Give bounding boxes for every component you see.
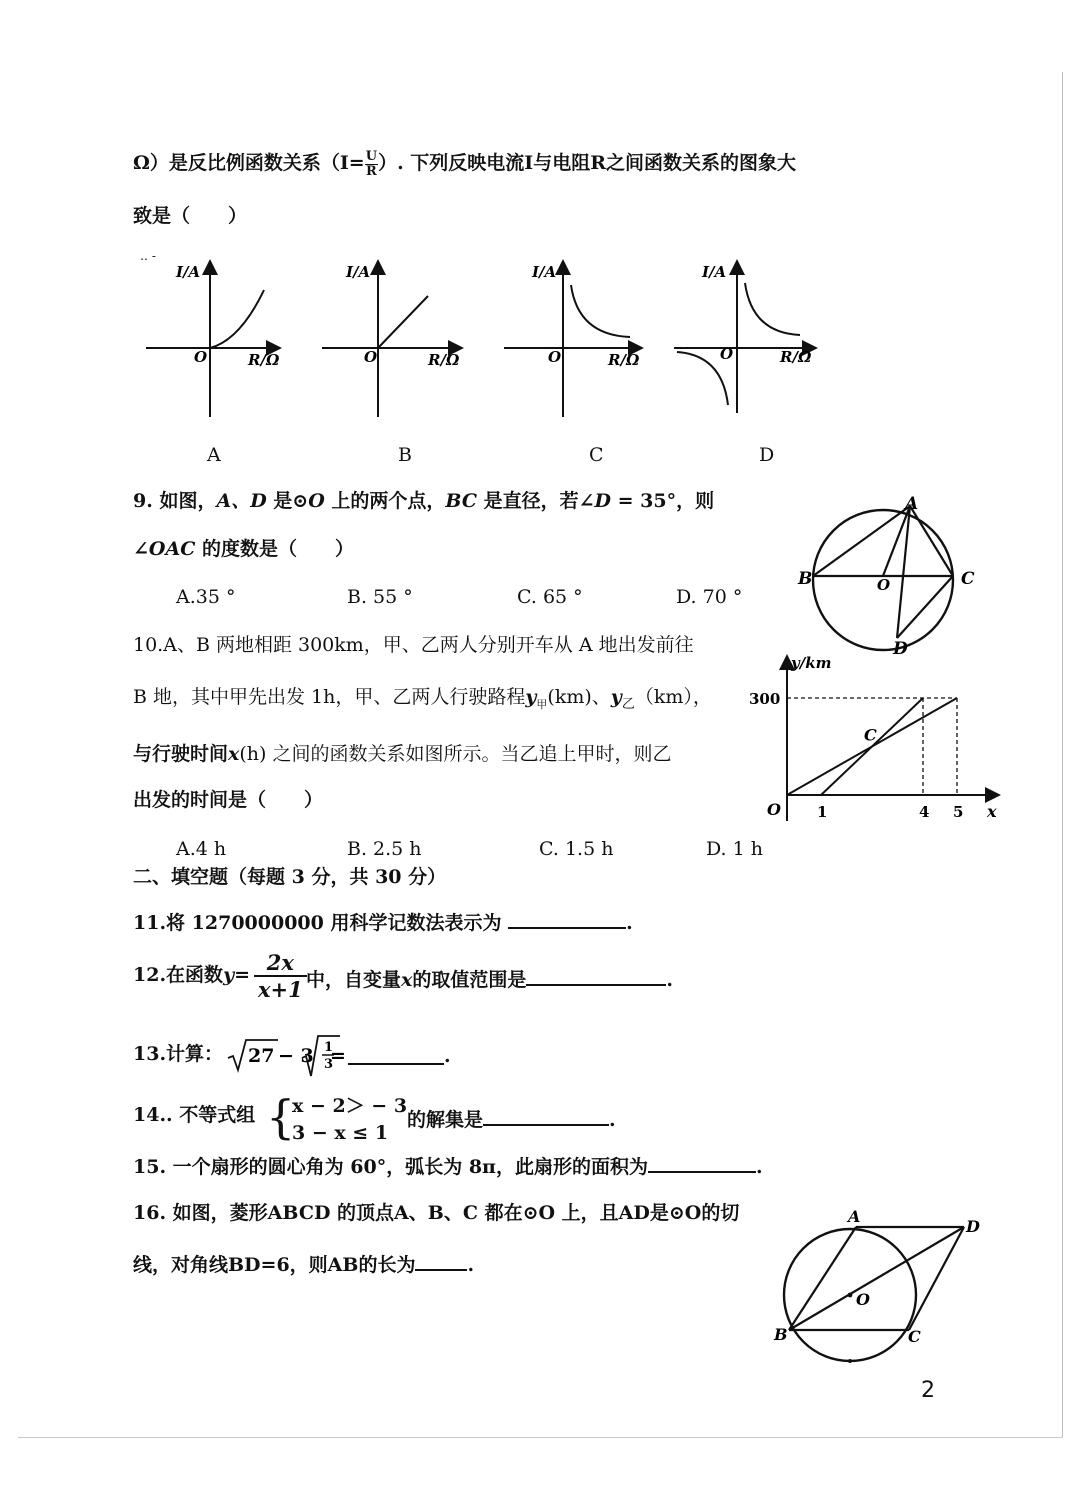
point-d-label: D: [893, 639, 908, 659]
q11: 11.将 1270000000 用科学记数法表示为 .: [133, 909, 633, 933]
q12-fraction: $\frac{2x}{x+1}$: [254, 950, 307, 1002]
q14-pre: 14.. 不等式组: [133, 1104, 256, 1126]
center-o-label: O: [877, 576, 891, 594]
graph-c: [504, 263, 640, 417]
y-axis-label: I/A: [702, 263, 727, 281]
q8-option-a: A: [207, 444, 221, 466]
q14-answer-blank[interactable]: [483, 1106, 609, 1126]
q12: 12.在函数y=: [133, 964, 251, 986]
chart-x-tick-4: 4: [919, 803, 930, 821]
x-axis-label: R/Ω: [428, 351, 460, 369]
y-axis-label: I/A: [532, 263, 557, 281]
origin-label: O: [194, 348, 208, 366]
frac-num: 1: [324, 1040, 334, 1055]
chart-series-line-2: [821, 698, 923, 795]
q9-option-d: D. 70 °: [676, 586, 743, 608]
q8-option-b: B: [398, 444, 412, 466]
q16-answer-blank[interactable]: [415, 1251, 467, 1271]
ohm-fraction: $\frac{U}{R}$: [365, 149, 378, 179]
intersection-c-label: C: [864, 725, 877, 745]
q9-option-b: B. 55 °: [347, 586, 413, 608]
point-d-label: D: [966, 1217, 980, 1236]
q10-option-b: B. 2.5 h: [347, 838, 422, 860]
chart-x-tick-5: 5: [953, 803, 964, 821]
y-axis-label: I/A: [346, 263, 371, 281]
minus-three: − 3: [278, 1045, 314, 1067]
page-edge: [1062, 72, 1063, 1438]
q10-line4: 出发的时间是（ ）: [133, 789, 324, 811]
y-axis-label: I/A: [176, 263, 201, 281]
q8-line2: 致是（ ）: [133, 205, 248, 227]
section-heading: 二、填空题（每题 3 分，共 30 分）: [133, 866, 447, 888]
q10-chart: [745, 650, 1005, 830]
q8-option-d: D: [759, 444, 775, 466]
q14-row1: x − 2＞ − 3: [292, 1095, 408, 1117]
sqrt-arg: 27: [248, 1045, 275, 1067]
q16-rhombus-figure: [772, 1200, 992, 1370]
q8-graphs: [140, 255, 840, 425]
q15-answer-blank[interactable]: [648, 1153, 756, 1173]
chart-x-tick-1: 1: [817, 803, 828, 821]
graph-a: [146, 263, 280, 417]
point-c-label: C: [961, 569, 975, 589]
chart-origin-label: O: [767, 800, 781, 819]
x-axis-label: R/Ω: [608, 351, 640, 369]
origin-label: O: [720, 345, 734, 363]
q9-line2: ∠OAC 的度数是（ ）: [133, 538, 354, 560]
q10-option-c: C. 1.5 h: [539, 838, 614, 860]
center-o-label: O: [856, 1290, 870, 1309]
q12-answer-blank[interactable]: [526, 966, 666, 986]
q14-row2: 3 − x ≤ 1: [292, 1122, 389, 1144]
q10-option-d: D. 1 h: [706, 838, 763, 860]
chart-y-axis-label: y/km: [791, 654, 832, 672]
q9-circle-figure: [795, 492, 985, 662]
q13: 13.计算：: [133, 1043, 224, 1065]
q9-line1: 9. 如图，A、D 是⊙O 上的两个点，BC 是直径，若∠D = 35°，则: [133, 490, 715, 512]
q16-line1: 16. 如图，菱形ABCD 的顶点A、B、C 都在⊙O 上，且AD是⊙O的切: [133, 1202, 740, 1224]
q8-line1: Ω）是反比例函数关系（I= $\frac{U}{R}$ ）. 下列反映电流I与电阻R之间函数关系的图象大: [133, 149, 796, 179]
origin-label: O: [364, 348, 378, 366]
q13-end: .: [444, 1045, 451, 1067]
point-a-label: A: [905, 494, 919, 514]
q9-option-a: A.35 °: [176, 586, 236, 608]
chart-y-tick-300: 300: [749, 690, 781, 708]
origin-label: O: [548, 348, 562, 366]
equals: =: [330, 1045, 346, 1067]
q10-line1: 10.A、B 两地相距 300km，甲、乙两人分别开车从 A 地出发前往: [133, 634, 694, 656]
point-a-label: A: [848, 1207, 861, 1226]
q8-option-c: C: [589, 444, 604, 466]
q10-line3: 与行驶时间x(h) 之间的函数关系如图所示。当乙追上甲时，则乙: [133, 743, 672, 765]
x-axis-label: R/Ω: [248, 351, 280, 369]
q15: 15. 一个扇形的圆心角为 60°，弧长为 8π，此扇形的面积为 .: [133, 1153, 763, 1177]
q12-rest: 中，自变量x的取值范围是 .: [306, 966, 673, 990]
point-b-label: B: [774, 1325, 788, 1344]
chart-x-axis-label: x: [987, 802, 997, 821]
point-b-label: B: [798, 569, 813, 589]
q13-answer-blank[interactable]: [348, 1045, 444, 1065]
graph-d: [674, 263, 814, 413]
q16-line2: 线，对角线BD=6，则AB的长为 .: [133, 1251, 474, 1275]
page-number: 2: [921, 1378, 935, 1403]
q11-answer-blank[interactable]: [508, 909, 626, 929]
frac-den: 3: [324, 1057, 334, 1072]
q10-option-a: A.4 h: [176, 838, 227, 860]
brace-icon: {: [266, 1090, 296, 1144]
q14-post: 的解集是 .: [407, 1106, 616, 1130]
point-c-label: C: [908, 1327, 921, 1346]
page-edge: [18, 1437, 1063, 1438]
graph-b: [322, 263, 460, 417]
q9-option-c: C. 65 °: [517, 586, 583, 608]
q10-line2: B 地，其中甲先出发 1h，甲、乙两人行驶路程$y_甲(km)$、$y_乙(km)$，: [133, 686, 712, 712]
scan-marks: ‥ -: [140, 249, 156, 263]
x-axis-label: R/Ω: [780, 348, 812, 366]
